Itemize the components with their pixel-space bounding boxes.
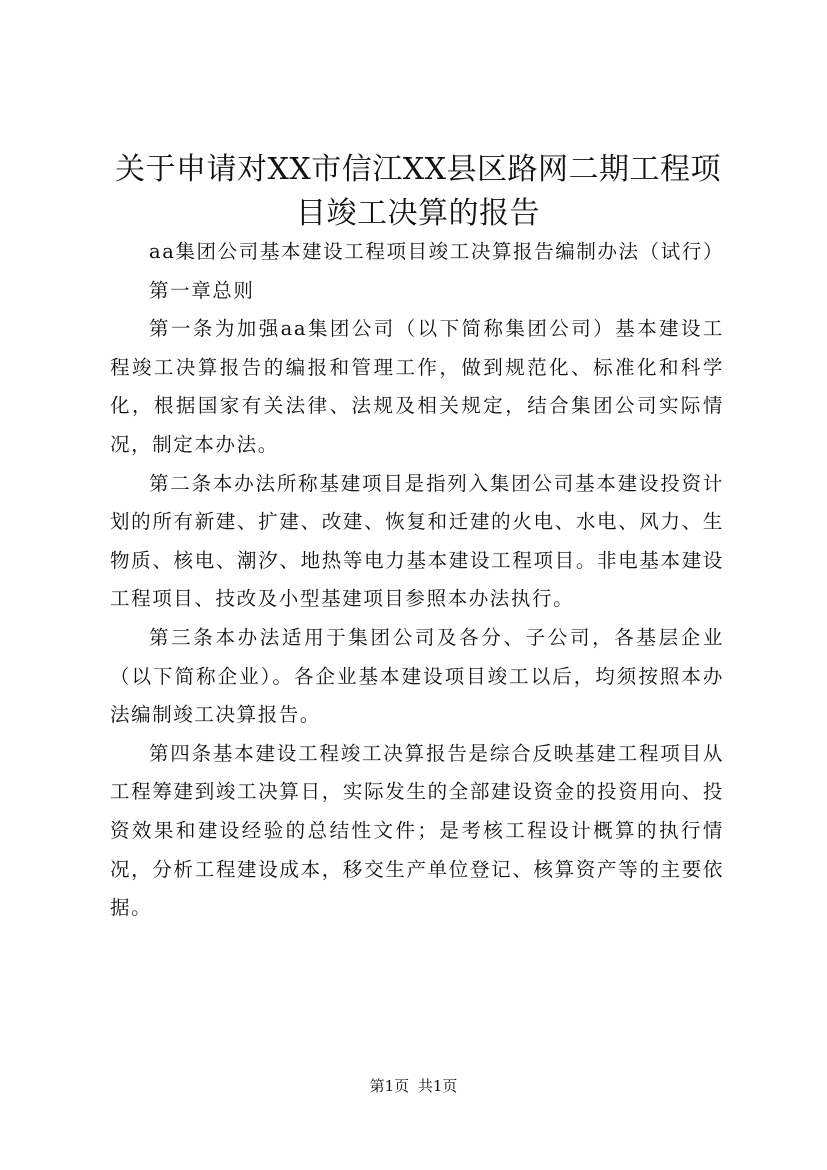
page-footer bbox=[0, 1076, 827, 1096]
paragraph-chapter-heading: 第一章总则 bbox=[149, 278, 255, 302]
paragraph-article-4: 第四条基本建设工程竣工决算报告是综合反映基建工程项目从工程筹建到竣工决算日，实际发生的全部建设资金的投资用向、投资效果和建设经验的总结性文件；是考核工程设计概算的执行情况，分析工程建设成本，移交生产单位登记、核算资产等的主要依据。 bbox=[110, 741, 724, 920]
page-total: 共1页 bbox=[417, 1077, 458, 1095]
document-title: 关于申请对XX市信江XX县区路网二期工程项目竣工决算的报告 bbox=[115, 152, 721, 231]
document-body bbox=[110, 233, 724, 928]
paragraph-regulation-title: aa集团公司基本建设工程项目竣工决算报告编制办法（试行） bbox=[149, 240, 725, 263]
paragraph-article-2: 第二条本办法所称基建项目是指列入集团公司基本建设投资计划的所有新建、扩建、改建、恢复和迁建的火电、水电、风力、生物质、核电、潮汐、地热等电力基本建设工程项目。非电基本建设工程项目、技改及小型基建项目参照本办法执行。 bbox=[110, 471, 724, 611]
paragraph-article-3: 第三条本办法适用于集团公司及各分、子公司，各基层企业（以下简称企业）。各企业基本建设项目竣工以后，均须按照本办法编制竣工决算报告。 bbox=[110, 625, 724, 727]
paragraph-article-1: 第一条为加强aa集团公司（以下简称集团公司）基本建设工程竣工决算报告的编报和管理工作，做到规范化、标准化和科学化，根据国家有关法律、法规及相关规定，结合集团公司实际情况，制定本办法。 bbox=[110, 317, 724, 456]
page-number: 第1页 bbox=[369, 1077, 410, 1095]
